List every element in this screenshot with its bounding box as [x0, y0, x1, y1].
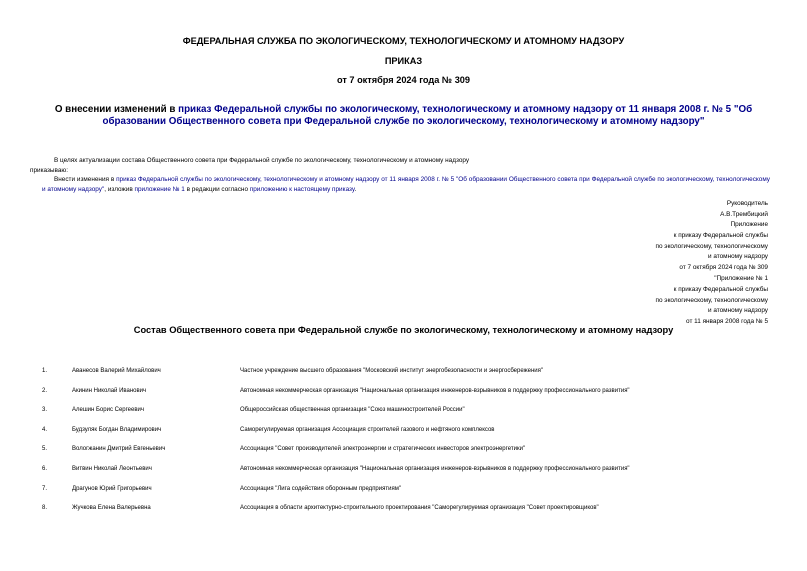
order-text-mid2: в редакции согласно: [184, 186, 250, 193]
appendix-line: к приказу Федеральной службы: [673, 231, 768, 239]
attachment-link[interactable]: приложению к настоящему приказу: [249, 186, 355, 193]
heading-order-link[interactable]: приказ Федеральной службы по экологическому, технологическому и атомному надзору от 11 января 2008 г. № 5 "Об образовании Общественного совета при Федеральной службе по экологическому, технологическому и атомному надзору": [102, 104, 753, 127]
member-number: 5.: [42, 446, 48, 453]
list-item: [0, 486, 807, 506]
council-list-title: Состав Общественного совета при Федеральной службе по экологическому, технологическому и атомному надзору: [133, 325, 674, 335]
member-number: 4.: [42, 426, 48, 433]
heading-prefix: О внесении изменений в: [54, 104, 179, 115]
list-item: [0, 407, 807, 427]
appendix-line: от 11 января 2008 года № 5: [686, 318, 768, 326]
member-name: Вологжанин Дмитрий Евгеньевич: [72, 446, 166, 453]
preamble-paragraph: [30, 156, 772, 176]
document-date: от 7 октября 2024 года № 309: [336, 75, 471, 85]
member-name: Витвин Николай Леонтьевич: [72, 465, 152, 472]
member-organization: Частное учреждение высшего образования "Московский институт энергобезопасности и энергосбережения": [240, 368, 544, 374]
appendix-line: Приложение: [730, 221, 768, 228]
agency-name: ФЕДЕРАЛЬНАЯ СЛУЖБА ПО ЭКОЛОГИЧЕСКОМУ, ТЕХНОЛОГИЧЕСКОМУ И АТОМНОМУ НАДЗОРУ: [182, 36, 625, 46]
member-name: Жучкова Елена Валерьевна: [72, 505, 151, 512]
appendix-line: "Приложение № 1: [714, 274, 768, 282]
appendix-line: и атомному надзору: [708, 307, 768, 315]
member-number: 1.: [42, 368, 48, 374]
member-number: 8.: [42, 505, 48, 512]
appendix-line: к приказу Федеральной службы: [673, 285, 768, 293]
appendix-line: от 7 октября 2024 года № 309: [679, 264, 768, 272]
order-link[interactable]: приказ Федеральной службы по экологическому, технологическому и атомному надзору от 11 января 2008 г. № 5 "Об образовании Общественного совета при Федеральной службе по экологическому, технологическому и атомному надзору": [42, 176, 770, 193]
appendix-line: по экологическому, технологическому: [655, 242, 768, 250]
member-name: Драгунов Юрий Григорьевич: [72, 485, 152, 492]
member-number: 6.: [42, 465, 48, 472]
preamble-text: В целях актуализации состава Общественного совета при Федеральной службе по экологическому, технологическому и атомному надзору: [54, 157, 470, 164]
document-heading: [30, 104, 777, 128]
document-type: ПРИКАЗ: [384, 56, 423, 66]
signatory-role: Руководитель: [726, 200, 768, 207]
member-organization: Саморегулируемая организация Ассоциация строителей газового и нефтяного комплексов: [240, 426, 495, 433]
member-number: 7.: [42, 485, 48, 492]
list-item: [0, 505, 807, 525]
appendix-line: и атомному надзору: [708, 253, 768, 261]
member-name: Аванесов Валерий Михайлович: [72, 368, 161, 374]
council-members-list: [0, 368, 807, 525]
list-item: [0, 466, 807, 486]
member-organization: Ассоциация "Совет производителей электроэнергии и стратегических инвесторов электроэнергетики": [240, 446, 526, 453]
appendix-link[interactable]: приложение № 1: [134, 186, 185, 193]
member-organization: Ассоциация "Лига содействия оборонным предприятиям": [240, 485, 401, 492]
member-name: Алешин Борис Сергеевич: [72, 407, 145, 414]
signature-block: [720, 198, 768, 220]
appendix-line: по экологическому, технологическому: [655, 296, 768, 304]
appendix-reference: [656, 220, 768, 328]
list-item: [0, 388, 807, 408]
member-organization: Общероссийская общественная организация "Союз машиностроителей России": [240, 407, 465, 414]
member-organization: Автономная некоммерческая организация "Национальная организация инженеров-взрывников в поддержку профессионального развития": [240, 465, 630, 472]
order-text-mid: , изложив: [104, 186, 135, 193]
member-organization: Ассоциация в области архитектурно-строительного проектирования "Саморегулируемая организация "Совет проектировщиков": [240, 505, 599, 512]
member-number: 2.: [42, 387, 48, 394]
order-word: приказываю:: [30, 167, 68, 174]
member-organization: Автономная некоммерческая организация "Национальная организация инженеров-взрывников в поддержку профессионального развития": [240, 387, 630, 394]
list-item: [0, 446, 807, 466]
order-text-start: Внести изменения в: [54, 176, 117, 183]
list-item: [0, 368, 807, 388]
list-item: [0, 427, 807, 447]
order-paragraph: [42, 175, 770, 195]
member-number: 3.: [42, 407, 48, 414]
member-name: Акинин Николай Иванович: [72, 387, 147, 394]
member-name: Будзуляк Богдан Владимирович: [72, 426, 162, 433]
order-text-end: .: [354, 186, 357, 193]
signatory-name: А.В.Трембицкий: [720, 211, 768, 219]
